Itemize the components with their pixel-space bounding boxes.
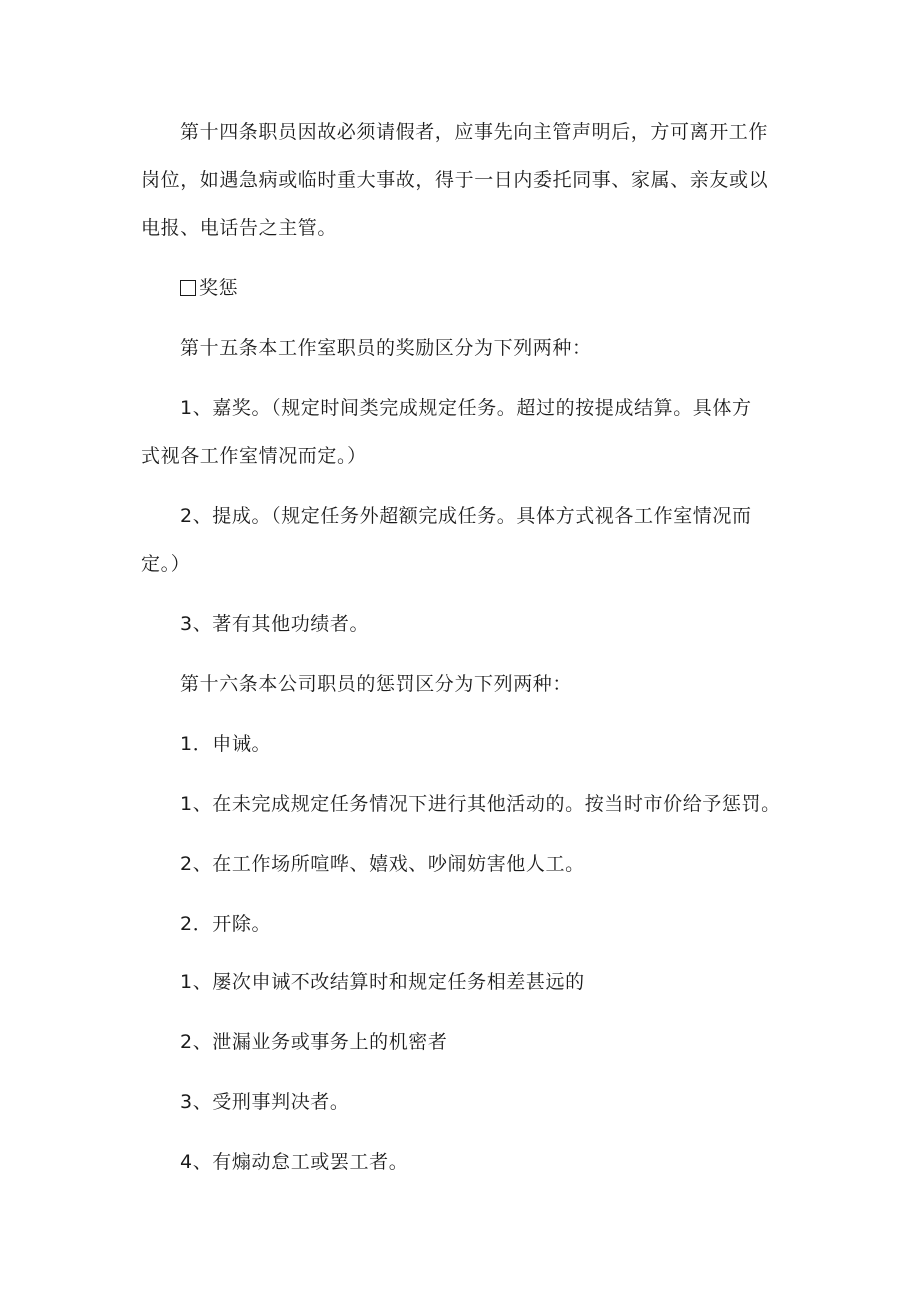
article-16: 第十六条本公司职员的惩罚区分为下列两种： bbox=[180, 673, 573, 695]
reward-2-line-1: 2、提成。（规定任务外超额完成任务。具体方式视各工作室情况而 bbox=[180, 505, 752, 527]
penalty-b-item-4: 4、有煽动怠工或罢工者。 bbox=[180, 1151, 409, 1173]
penalty-b-item-3: 3、受刑事判决者。 bbox=[180, 1091, 350, 1113]
penalty-b-item-2: 2、泄漏业务或事务上的机密者 bbox=[180, 1031, 448, 1053]
reward-3: 3、著有其他功绩者。 bbox=[180, 613, 370, 635]
reward-2-line-2: 定。） bbox=[141, 553, 191, 575]
article-14-line-1: 第十四条职员因故必须请假者，应事先向主管声明后，方可离开工作 bbox=[180, 121, 769, 143]
penalty-a-item-2: 2、在工作场所喧哗、嬉戏、吵闹妨害他人工。 bbox=[180, 853, 585, 875]
reward-1-line-1: 1、嘉奖。（规定时间类完成规定任务。超过的按提成结算。具体方 bbox=[180, 397, 752, 419]
article-14-line-3: 电报、电话告之主管。 bbox=[141, 217, 338, 239]
penalty-a-item-1: 1、在未完成规定任务情况下进行其他活动的。按当时市价给予惩罚。 bbox=[180, 793, 781, 815]
article-15: 第十五条本工作室职员的奖励区分为下列两种： bbox=[180, 337, 592, 359]
checkbox-square-icon bbox=[180, 280, 196, 296]
section-heading-rewards-penalties bbox=[180, 276, 238, 300]
penalty-a-heading: 1．申诫。 bbox=[180, 733, 272, 755]
penalty-b-heading: 2．开除。 bbox=[180, 913, 272, 935]
article-14-line-2: 岗位，如遇急病或临时重大事故，得于一日内委托同事、家属、亲友或以 bbox=[141, 169, 769, 191]
reward-1-line-2: 式视各工作室情况而定。） bbox=[141, 445, 367, 467]
penalty-b-item-1: 1、屡次申诫不改结算时和规定任务相差甚远的 bbox=[180, 971, 585, 993]
section-heading-text: 奖惩 bbox=[199, 277, 239, 299]
